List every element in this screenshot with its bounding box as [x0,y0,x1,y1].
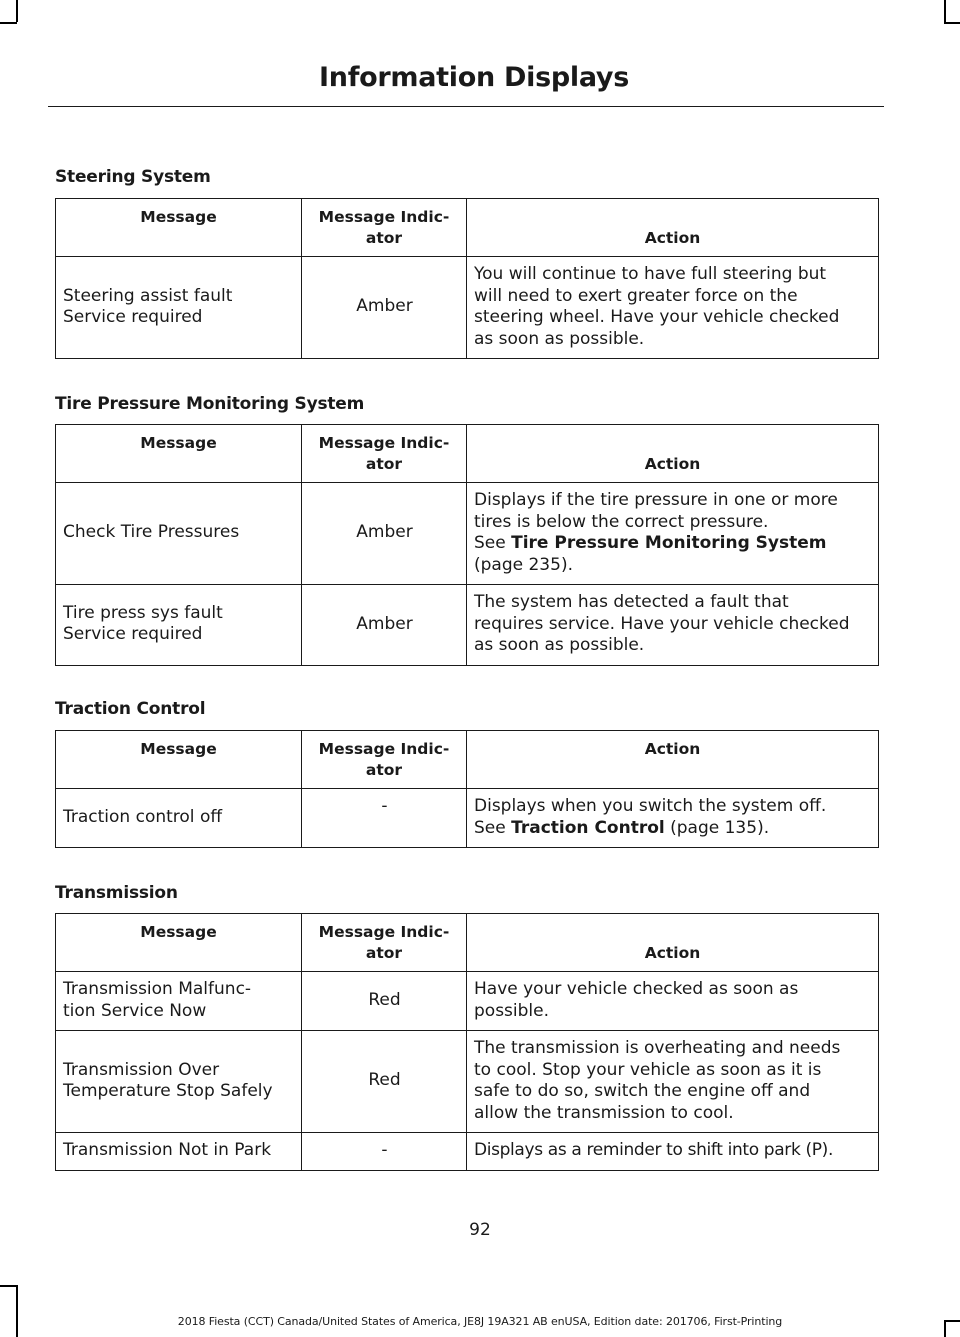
message-cell: Traction control off [56,789,302,848]
indicator-cell: Amber [302,585,467,666]
action-cell: Have your vehicle checked as soon as possible. [467,972,879,1031]
column-header-message: Message [56,425,302,483]
transmission-table [55,913,879,1171]
column-header-message: Message [56,199,302,257]
page-title: Information Displays [319,62,629,93]
column-header-action: Action [467,914,879,972]
action-cell: Displays when you switch the system off. See Traction Control (page 135). [467,789,879,848]
table-row [56,483,879,585]
cross-reference-link[interactable]: Tire Pressure Monitoring System [511,533,827,553]
table-row [56,257,879,359]
column-header-indicator: Message Indic-ator [302,731,467,789]
indicator-cell: Amber [302,483,467,585]
crop-mark-top-left-horizontal [0,22,17,24]
crop-mark-bottom-left-horizontal [0,1285,17,1287]
table-row [56,1133,879,1171]
steering-system-title: Steering System [55,167,211,187]
crop-mark-top-right-vertical [944,0,946,22]
action-cell: The system has detected a fault that requires service. Have your vehicle checked as soon as possible. [467,585,879,666]
message-cell: Tire press sys fault Service required [56,585,302,666]
steering-system-table [55,198,879,359]
page-header [48,60,884,107]
column-header-action: Action [467,731,879,789]
column-header-indicator: Message Indic-ator [302,199,467,257]
indicator-cell: - [302,789,467,848]
column-header-action: Action [467,425,879,483]
table-header-row [56,731,879,789]
indicator-cell: Amber [302,257,467,359]
action-cell: Displays if the tire pressure in one or more tires is below the correct pressure. See Tire Pressure Monitoring System (page 235). [467,483,879,585]
column-header-action: Action [467,199,879,257]
message-cell: Steering assist fault Service required [56,257,302,359]
message-cell: Transmission Not in Park [56,1133,302,1171]
indicator-cell: Red [302,972,467,1031]
table-row [56,789,879,848]
action-cell: The transmission is overheating and needs to cool. Stop your vehicle as soon as it is safe to do so, switch the engine off and allow the transmission to cool. [467,1031,879,1133]
table-header-row [56,425,879,483]
tpms-title: Tire Pressure Monitoring System [55,394,365,414]
message-cell: Transmission Over Temperature Stop Safely [56,1031,302,1133]
table-header-row [56,914,879,972]
message-cell: Transmission Malfunc- tion Service Now [56,972,302,1031]
traction-control-title: Traction Control [55,699,206,719]
message-cell: Check Tire Pressures [56,483,302,585]
column-header-indicator: Message Indic-ator [302,914,467,972]
transmission-title: Transmission [55,883,178,903]
cross-reference-link[interactable]: Traction Control [511,817,665,838]
column-header-message: Message [56,914,302,972]
table-row [56,585,879,666]
table-row [56,972,879,1031]
indicator-cell: Red [302,1031,467,1133]
page-number: 92 [469,1220,491,1240]
column-header-indicator: Message Indic-ator [302,425,467,483]
table-header-row [56,199,879,257]
tpms-table [55,424,879,666]
traction-control-table [55,730,879,848]
indicator-cell: - [302,1133,467,1171]
crop-mark-top-right-horizontal [944,22,960,24]
column-header-message: Message [56,731,302,789]
action-cell: You will continue to have full steering but will need to exert greater force on the steering wheel. Have your vehicle checked as soon as possible. [467,257,879,359]
crop-mark-top-left-vertical [16,0,18,22]
action-cell: Displays as a reminder to shift into park (P). [467,1133,879,1171]
table-row [56,1031,879,1133]
edition-footer: 2018 Fiesta (CCT) Canada/United States of America, JE8J 19A321 AB enUSA, Edition date: 201706, First-Printing [177,1315,783,1328]
crop-mark-bottom-left-vertical [16,1285,18,1337]
